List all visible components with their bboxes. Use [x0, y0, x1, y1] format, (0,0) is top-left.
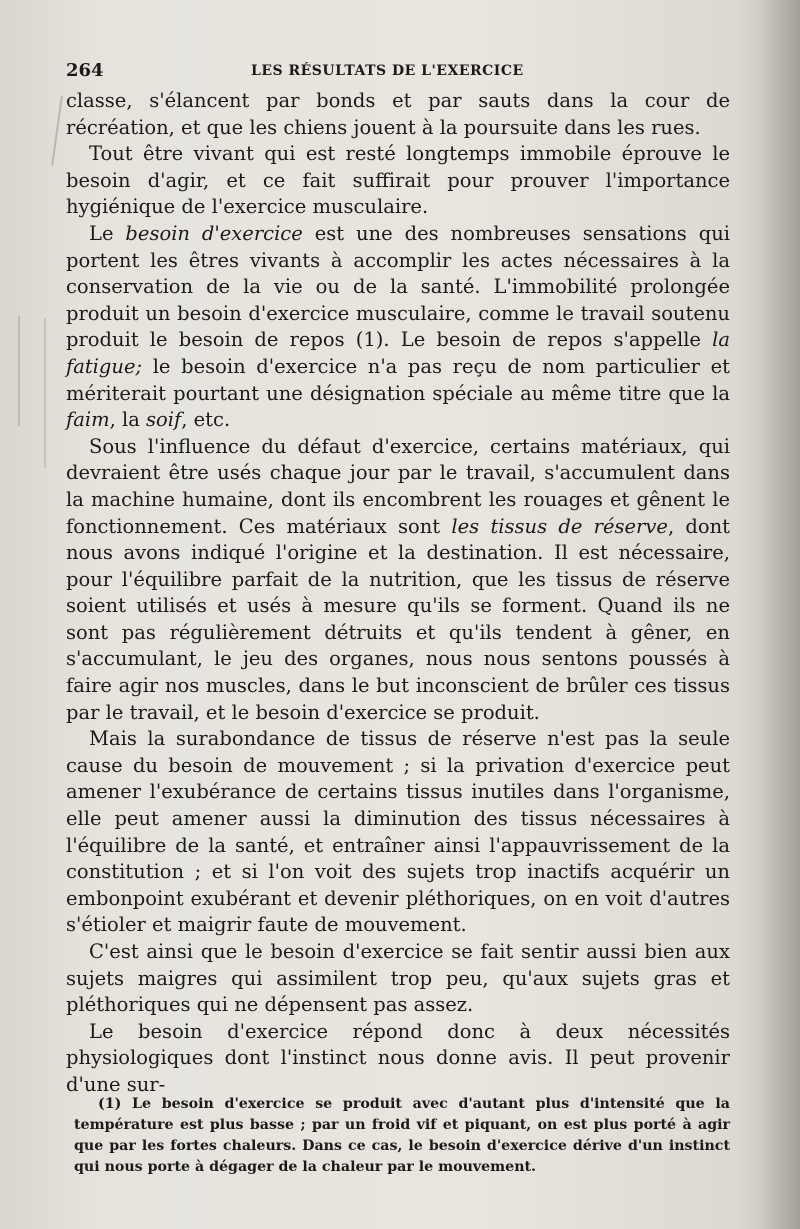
text-run: le besoin d'exercice n'a pas reçu de nom particulier et mériterait pourtant une désignation spéciale au même titre que la: [66, 354, 730, 405]
text-run: Le besoin d'exercice répond donc à deux nécessités physiologiques dont l'instinct nous donne avis. Il peut provenir d'une sur-: [66, 1019, 730, 1096]
page-edge-shadow: [760, 0, 800, 1229]
page-header: [66, 60, 730, 84]
text-run: Le: [89, 221, 126, 245]
text-run: , etc.: [181, 408, 231, 432]
text-run: , la: [109, 408, 147, 432]
text-run: C'est ainsi que le besoin d'exercice se fait sentir aussi bien aux sujets maigres qui assimilent trop peu, qu'aux sujets gras et pléthoriques qui ne dépensent pas assez.: [66, 940, 730, 1017]
paragraph: [66, 434, 730, 727]
running-title: LES RÉSULTATS DE L'EXERCICE: [251, 63, 524, 79]
margin-pencil-mark: [44, 318, 46, 468]
paragraph: [66, 1019, 730, 1099]
italic-term: besoin d'exercice: [125, 221, 303, 245]
text-run: Tout être vivant qui est resté longtemps immobile éprouve le besoin d'agir, et ce fait suffirait pour prouver l'importance hygiénique de l'exercice musculaire.: [66, 142, 730, 219]
paragraph: [66, 726, 730, 939]
footnote-text: (1) Le besoin d'exercice se produit avec d'autant plus d'intensité que la température est plus basse ; par un froid vif et piquant, on est plus porté à agir que par les fortes chaleurs. Dans ce cas, le besoin d'exercice dérive d'un instinct qui nous porte à dégager de la chaleur par le mouvement.: [74, 1096, 730, 1175]
italic-term: soif: [146, 408, 182, 432]
italic-term: faim: [66, 408, 110, 432]
footnote: [74, 1094, 730, 1178]
margin-pencil-mark: [18, 316, 20, 426]
body-text: [66, 88, 730, 1099]
text-run: Mais la surabondance de tissus de réserve n'est pas la seule cause du besoin de mouvement ; si la privation d'exercice peut amener l'exubérance de certains tissus inutiles dans l'organisme, elle peut amener aussi la diminution des tissus nécessaires à l'équilibre de la santé, et entraîner ainsi l'appauvrissement de la constitution ; et si l'on voit des sujets trop inactifs acquérir un embonpoint exubérant et devenir pléthoriques, on en voit d'autres s'étioler et maigrir faute de mouvement.: [66, 727, 730, 937]
text-run: , dont nous avons indiqué l'origine et la destination. Il est nécessaire, pour l'équilibre parfait de la nutrition, que les tissus de réserve soient utilisés et usés à mesure qu'ils se forment. Quand ils ne sont pas régulièrement détruits et qu'ils tendent à gêner, en s'accumulant, le jeu des organes, nous nous sentons poussés à faire agir nos muscles, dans le but inconscient de brûler ces tissus par le travail, et le besoin d'exercice se produit.: [66, 514, 731, 724]
text-run: est une des nombreuses sensations qui portent les êtres vivants à accomplir les actes nécessaires à la conservation de la vie ou de la santé. L'immobilité prolongée produit un besoin d'exercice musculaire, comme le travail soutenu produit le besoin de repos (1). Le besoin de repos s'appelle: [66, 221, 731, 352]
paragraph: [66, 88, 730, 141]
margin-pencil-mark: [51, 96, 63, 166]
italic-term: la fatigue;: [66, 328, 730, 378]
paragraph: [66, 221, 730, 434]
italic-term: les tissus de réserve: [451, 514, 668, 538]
paragraph: [66, 141, 730, 221]
text-run: Sous l'influence du défaut d'exercice, certains matériaux, qui devraient être usés chaque jour par le travail, s'accumulent dans la machine humaine, dont ils encombrent les rouages et gênent le fonctionnement. Ces matériaux sont: [66, 434, 730, 538]
page-number: 264: [66, 60, 104, 81]
text-run: classe, s'élancent par bonds et par sauts dans la cour de récréation, et que les chiens jouent à la poursuite dans les rues.: [66, 89, 730, 139]
paragraph: [66, 939, 730, 1019]
